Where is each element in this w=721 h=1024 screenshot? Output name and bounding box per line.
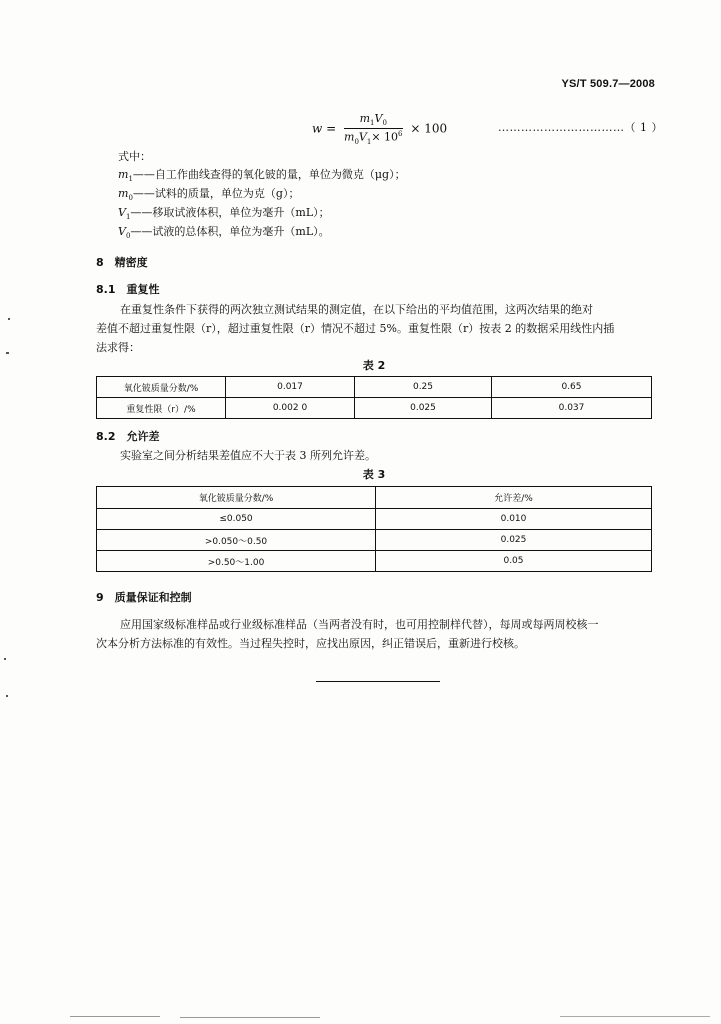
formula-numerator	[344, 112, 403, 129]
table-row	[97, 377, 652, 398]
where-sym: V	[118, 206, 126, 219]
table-row	[97, 398, 652, 419]
table-2	[96, 376, 652, 419]
end-rule	[316, 681, 440, 682]
num-v: V	[374, 112, 383, 125]
num-m-sub: 1	[370, 119, 375, 128]
section-8-2-para: 实验室之间分析结果差值应不大于表 3 所列允许差。	[120, 449, 376, 462]
table-cell: ≤0.050	[97, 509, 376, 530]
table-cell: >0.050～0.50	[97, 530, 376, 551]
equation-number: ……………………………（ 1 ）	[498, 121, 663, 134]
table-cell: 0.037	[492, 398, 652, 419]
section-8-title: 8 精密度	[96, 256, 148, 269]
table-cell: 0.25	[355, 377, 492, 398]
table-cell: 0.025	[376, 530, 652, 551]
den-v: V	[358, 130, 367, 144]
formula-lhs: w	[312, 121, 323, 136]
table-cell: 重复性限（r）/%	[97, 398, 226, 419]
section-8-1-para: 法求得：	[96, 341, 140, 354]
table-row	[97, 530, 652, 551]
where-text: ——移取试液体积，单位为毫升（mL）；	[130, 206, 330, 219]
table-cell: 0.05	[376, 551, 652, 572]
section-8-1-para: 在重复性条件下获得的两次独立测试结果的测定值，在以下给出的平均值范围，这两次结果的绝对	[120, 303, 593, 316]
table-3	[96, 486, 652, 572]
table-header-row	[97, 487, 652, 509]
table-header: 氧化铍质量分数/%	[97, 487, 376, 509]
den-times: × 10	[371, 130, 399, 144]
den-m-sub: 0	[354, 138, 359, 147]
section-9-para: 次本分析方法标准的有效性。当过程失控时，应找出原因，纠正错误后，重新进行校核。	[96, 637, 525, 650]
section-8-2-title: 8.2 允许差	[96, 430, 160, 443]
den-exp: 6	[398, 130, 403, 139]
where-sub: 0	[125, 232, 131, 241]
table-header: 允许差/%	[376, 487, 652, 509]
section-8-1-title: 8.1 重复性	[96, 283, 160, 296]
table-row	[97, 551, 652, 572]
table-2-caption: 表 2	[362, 359, 386, 372]
where-sym: m	[118, 168, 129, 181]
table-cell: >0.50～1.00	[97, 551, 376, 572]
formula-denominator	[344, 129, 403, 146]
den-v-sub: 1	[366, 138, 372, 147]
table-3-caption: 表 3	[362, 468, 386, 481]
formula-times-100: × 100	[410, 121, 448, 136]
table-cell: 0.017	[226, 377, 355, 398]
where-text: ——试料的质量，单位为克（g）；	[132, 187, 300, 200]
formula-fraction	[344, 112, 403, 146]
formula-equals: =	[326, 121, 337, 136]
table-row	[97, 509, 652, 530]
standard-number: YS/T 509.7—2008	[561, 78, 655, 90]
where-text: ——自工作曲线查得的氧化铍的量，单位为微克（μg）；	[132, 168, 406, 181]
where-sub: 1	[128, 175, 133, 184]
den-m: m	[344, 130, 355, 144]
table-cell: 0.65	[492, 377, 652, 398]
where-item	[118, 223, 330, 245]
formula	[312, 112, 447, 146]
where-sub: 0	[128, 194, 133, 203]
num-m: m	[359, 112, 371, 125]
where-sym: V	[118, 225, 126, 238]
where-label: 式中：	[118, 150, 151, 163]
num-v-sub: 0	[382, 119, 387, 128]
table-cell: 0.002 0	[226, 398, 355, 419]
where-sym: m	[118, 187, 129, 200]
where-sub: 1	[125, 213, 131, 222]
table-cell: 氧化铍质量分数/%	[97, 377, 226, 398]
section-9-title: 9 质量保证和控制	[96, 591, 192, 604]
section-8-1-para: 差值不超过重复性限（r），超过重复性限（r）情况不超过 5%。重复性限（r）按表 2 的数据采用线性内插	[96, 322, 615, 335]
section-9-para: 应用国家级标准样品或行业级标准样品（当两者没有时，也可用控制样代替），每周或每两周校核一	[120, 618, 599, 631]
table-cell: 0.010	[376, 509, 652, 530]
table-cell: 0.025	[355, 398, 492, 419]
where-text: ——试液的总体积，单位为毫升（mL）。	[130, 225, 330, 238]
